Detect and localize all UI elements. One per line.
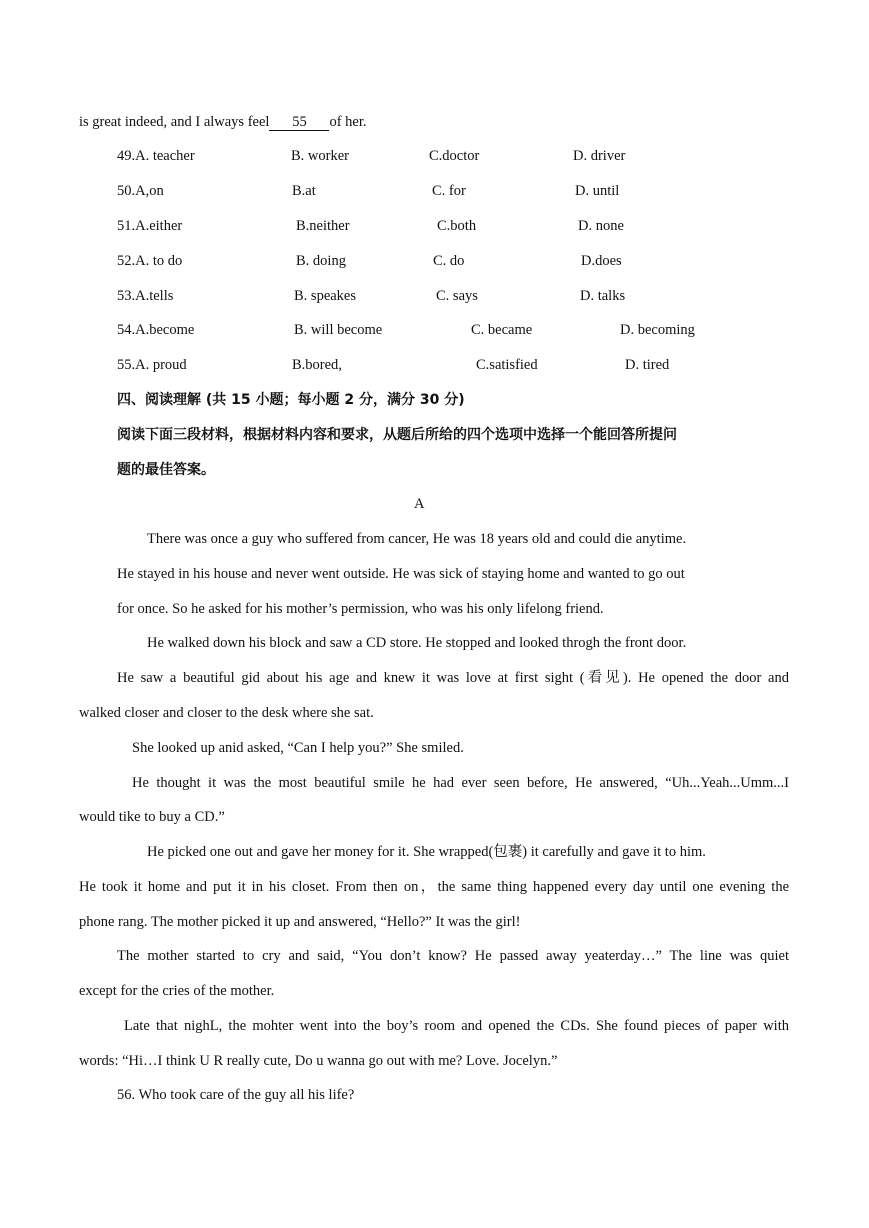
q54-option-d: D. becoming bbox=[620, 322, 695, 338]
q52-option-a: A. to do bbox=[135, 253, 183, 269]
passage-line-8: He thought it was the most beautiful smile he had ever seen before, He answered, “Uh...Yeah...Umm...I bbox=[132, 775, 789, 791]
passage-line-16: words: “Hi…I think U R really cute, Do u wanna go out with me? Love. Jocelyn.” bbox=[79, 1053, 558, 1069]
passage-line-11: He took it home and put it in his closet. From then on，the same thing happened every day until one evening the bbox=[79, 879, 789, 895]
q55-option-d: D. tired bbox=[625, 357, 670, 373]
q50-num: 50. bbox=[117, 183, 136, 199]
q50-option-b: B.at bbox=[292, 183, 316, 199]
section-heading: 四、阅读理解 (共 15 小题；每小题 2 分，满分 30 分) bbox=[117, 392, 465, 408]
intro-after: of her. bbox=[329, 114, 367, 130]
q54-option-c: C. became bbox=[471, 322, 533, 338]
section-instruction-1: 阅读下面三段材料，根据材料内容和要求，从题后所给的四个选项中选择一个能回答所提问 bbox=[117, 427, 677, 443]
q49-option-c: C.doctor bbox=[429, 148, 480, 164]
passage-line-12: phone rang. The mother picked it up and answered, “Hello?” It was the girl! bbox=[79, 914, 521, 930]
q51-option-a: A.either bbox=[135, 218, 183, 234]
section-instruction-2: 题的最佳答案。 bbox=[117, 462, 215, 478]
q51-option-c: C.both bbox=[437, 218, 477, 234]
passage-line-4: He walked down his block and saw a CD store. He stopped and looked throgh the front door. bbox=[147, 635, 687, 651]
q53-a bbox=[117, 287, 173, 305]
q53-option-b: B. speakes bbox=[294, 288, 357, 304]
q53-option-d: D. talks bbox=[580, 288, 626, 304]
passage-line-14: except for the cries of the mother. bbox=[79, 983, 275, 999]
q52-option-b: B. doing bbox=[296, 253, 346, 269]
q55-option-a: A. proud bbox=[135, 357, 187, 373]
q50-option-d: D. until bbox=[575, 183, 620, 199]
q54-a bbox=[117, 321, 194, 339]
q50-option-a: A,on bbox=[135, 183, 164, 199]
q51-num: 51. bbox=[117, 218, 136, 234]
q52-option-d: D.does bbox=[581, 253, 622, 269]
q54-num: 54. bbox=[117, 322, 136, 338]
passage-line-5: He saw a beautiful gid about his age and knew it was love at first sight (看见). He opened the door and bbox=[117, 670, 789, 686]
intro-before: is great indeed, and I always feel bbox=[79, 114, 270, 130]
passage-line-10: He picked one out and gave her money for it. She wrapped(包裹) it carefully and gave it to him. bbox=[147, 844, 706, 860]
q49-num: 49. bbox=[117, 148, 136, 164]
q49-option-a: A. teacher bbox=[135, 148, 195, 164]
q53-option-c: C. says bbox=[436, 288, 478, 304]
q55-option-b: B.bored, bbox=[292, 357, 342, 373]
q55-option-c: C.satisfied bbox=[476, 357, 538, 373]
intro-line bbox=[79, 113, 366, 131]
q53-option-a: A.tells bbox=[135, 288, 174, 304]
passage-line-6: walked closer and closer to the desk where she sat. bbox=[79, 705, 374, 721]
q55-num: 55. bbox=[117, 357, 136, 373]
q50-a bbox=[117, 182, 164, 200]
blank-55: 55 bbox=[269, 115, 329, 131]
q49-option-d: D. driver bbox=[573, 148, 626, 164]
passage-line-3: for once. So he asked for his mother’s permission, who was his only lifelong friend. bbox=[117, 601, 604, 617]
passage-line-2: He stayed in his house and never went outside. He was sick of staying home and wanted to go out bbox=[117, 566, 685, 582]
q53-num: 53. bbox=[117, 288, 136, 304]
q49-a bbox=[117, 147, 195, 165]
passage-label: A bbox=[414, 496, 425, 512]
q49-option-b: B. worker bbox=[291, 148, 349, 164]
q51-option-d: D. none bbox=[578, 218, 624, 234]
passage-line-9: would tike to buy a CD.” bbox=[79, 809, 225, 825]
q50-option-c: C. for bbox=[432, 183, 466, 199]
passage-line-15: Late that nighL, the mohter went into the boy’s room and opened the CDs. She found pieces of paper with bbox=[124, 1018, 789, 1034]
question-56: 56. Who took care of the guy all his life? bbox=[117, 1087, 355, 1103]
passage-line-13: The mother started to cry and said, “You don’t know? He passed away yeaterday…” The line was quiet bbox=[117, 948, 789, 964]
q52-num: 52. bbox=[117, 253, 136, 269]
passage-line-1: There was once a guy who suffered from cancer, He was 18 years old and could die anytime. bbox=[147, 531, 687, 547]
q54-option-a: A.become bbox=[135, 322, 195, 338]
q52-option-c: C. do bbox=[433, 253, 465, 269]
q51-option-b: B.neither bbox=[296, 218, 350, 234]
q55-a bbox=[117, 356, 187, 374]
q54-option-b: B. will become bbox=[294, 322, 383, 338]
q52-a bbox=[117, 252, 182, 270]
q51-a bbox=[117, 217, 182, 235]
passage-line-7: She looked up anid asked, “Can I help you?” She smiled. bbox=[132, 740, 464, 756]
